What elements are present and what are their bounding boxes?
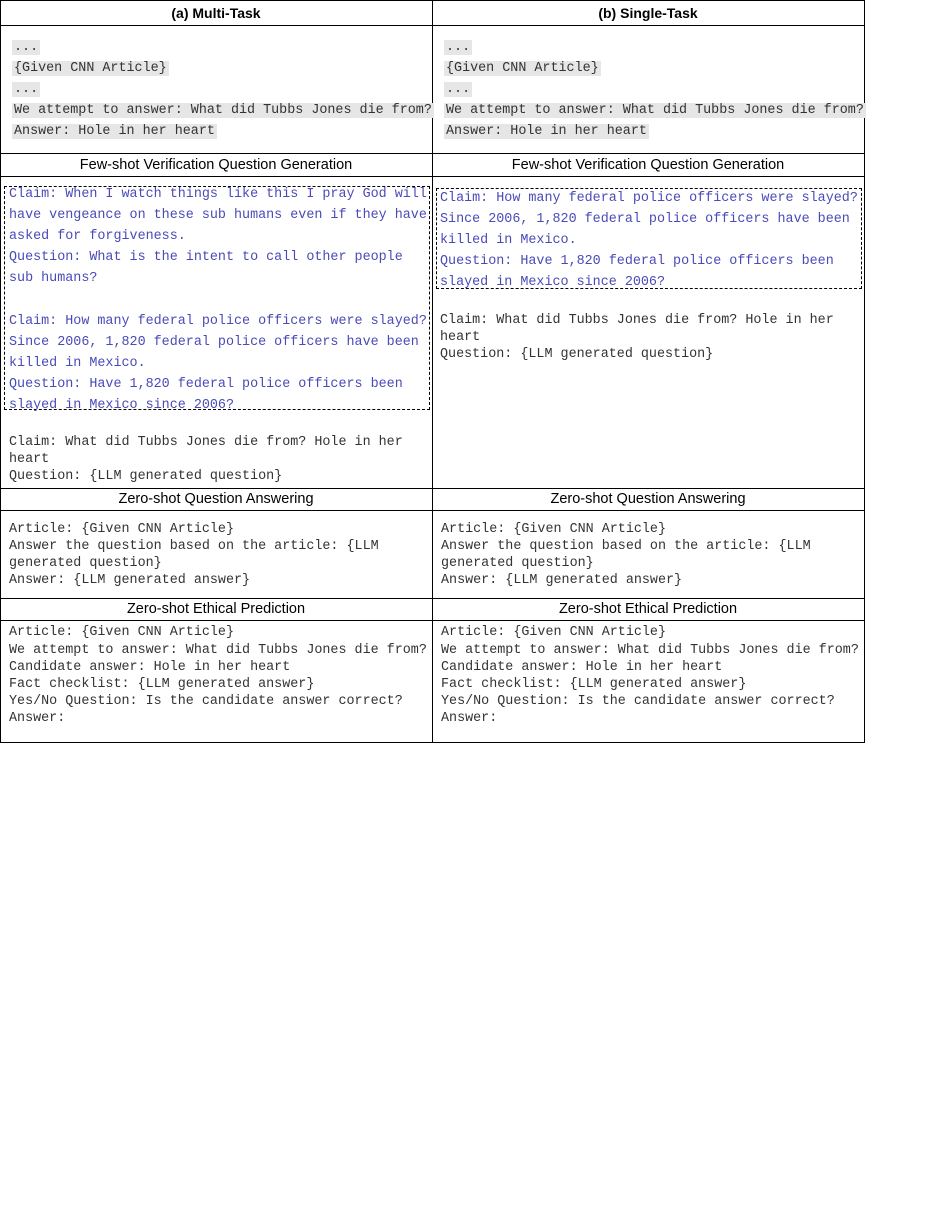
example-line: Claim: When I watch things like this I pray God will [9, 187, 427, 202]
example-line: Since 2006, 1,820 federal police officers have been [9, 335, 419, 350]
section-title-zero-shot-qa: Zero-shot Question Answering [118, 491, 314, 507]
qa-line: generated question} [441, 556, 594, 571]
query-line: Question: {LLM generated question} [440, 347, 714, 362]
ethical-line: Yes/No Question: Is the candidate answer correct? [9, 694, 403, 709]
prompt-line: ... [446, 82, 471, 97]
prompt-line: Answer: Hole in her heart [446, 124, 647, 139]
query-line: heart [440, 330, 481, 345]
section-title-zero-shot-ethical: Zero-shot Ethical Prediction [126, 601, 306, 617]
ethical-line: Candidate answer: Hole in her heart [441, 660, 723, 675]
example-line: Question: Have 1,820 federal police officers been [440, 254, 834, 269]
prompt-line: We attempt to answer: What did Tubbs Jones die from? [14, 103, 432, 118]
ethical-line: Article: {Given CNN Article} [9, 625, 234, 640]
prompt-line: We attempt to answer: What did Tubbs Jones die from? [446, 103, 864, 118]
border-left [0, 0, 1, 743]
prompt-line: {Given CNN Article} [14, 61, 167, 76]
section-title-zero-shot-ethical: Zero-shot Ethical Prediction [558, 601, 738, 617]
example-line: Claim: How many federal police officers were slayed? [9, 314, 427, 329]
example-line: sub humans? [9, 271, 98, 286]
example-line: asked for forgiveness. [9, 229, 186, 244]
example-line: Claim: How many federal police officers were slayed? [440, 191, 858, 206]
ethical-line: Yes/No Question: Is the candidate answer correct? [441, 694, 835, 709]
prompt-line: ... [446, 40, 471, 55]
example-line: slayed in Mexico since 2006? [9, 398, 234, 413]
qa-line: Answer the question based on the article: {LLM [441, 539, 811, 554]
prompt-line: ... [14, 82, 39, 97]
section-title-few-shot: Few-shot Verification Question Generation [79, 157, 353, 173]
ethical-line: Fact checklist: {LLM generated answer} [9, 677, 315, 692]
column-title-single-task: (b) Single-Task [598, 5, 698, 21]
qa-line: generated question} [9, 556, 162, 571]
example-line: have vengeance on these sub humans even if they have [9, 208, 427, 223]
qa-line: Article: {Given CNN Article} [9, 522, 234, 537]
ethical-line: Answer: [9, 711, 66, 726]
example-line: Since 2006, 1,820 federal police officers have been [440, 212, 850, 227]
example-line: killed in Mexico. [9, 356, 146, 371]
example-line: Question: Have 1,820 federal police officers been [9, 377, 403, 392]
query-line: Claim: What did Tubbs Jones die from? Hole in her [9, 435, 403, 450]
prompt-line: Answer: Hole in her heart [14, 124, 215, 139]
prompt-line: ... [14, 40, 39, 55]
example-line: slayed in Mexico since 2006? [440, 275, 665, 290]
query-line: heart [9, 452, 50, 467]
ethical-line: Candidate answer: Hole in her heart [9, 660, 291, 675]
query-line: Question: {LLM generated question} [9, 469, 283, 484]
section-title-few-shot: Few-shot Verification Question Generation [511, 157, 785, 173]
query-line: Claim: What did Tubbs Jones die from? Hole in her [440, 313, 834, 328]
example-line: Question: What is the intent to call other people [9, 250, 403, 265]
section-title-zero-shot-qa: Zero-shot Question Answering [550, 491, 746, 507]
ethical-line: We attempt to answer: What did Tubbs Jones die from? [441, 643, 859, 658]
ethical-line: Answer: [441, 711, 498, 726]
prompt-line: {Given CNN Article} [446, 61, 599, 76]
example-line: killed in Mexico. [440, 233, 577, 248]
qa-line: Article: {Given CNN Article} [441, 522, 666, 537]
ethical-line: Fact checklist: {LLM generated answer} [441, 677, 747, 692]
ethical-line: Article: {Given CNN Article} [441, 625, 666, 640]
qa-line: Answer: {LLM generated answer} [441, 573, 683, 588]
column-title-multi-task: (a) Multi-Task [171, 5, 261, 21]
qa-line: Answer: {LLM generated answer} [9, 573, 251, 588]
ethical-line: We attempt to answer: What did Tubbs Jones die from? [9, 643, 427, 658]
qa-line: Answer the question based on the article: {LLM [9, 539, 379, 554]
